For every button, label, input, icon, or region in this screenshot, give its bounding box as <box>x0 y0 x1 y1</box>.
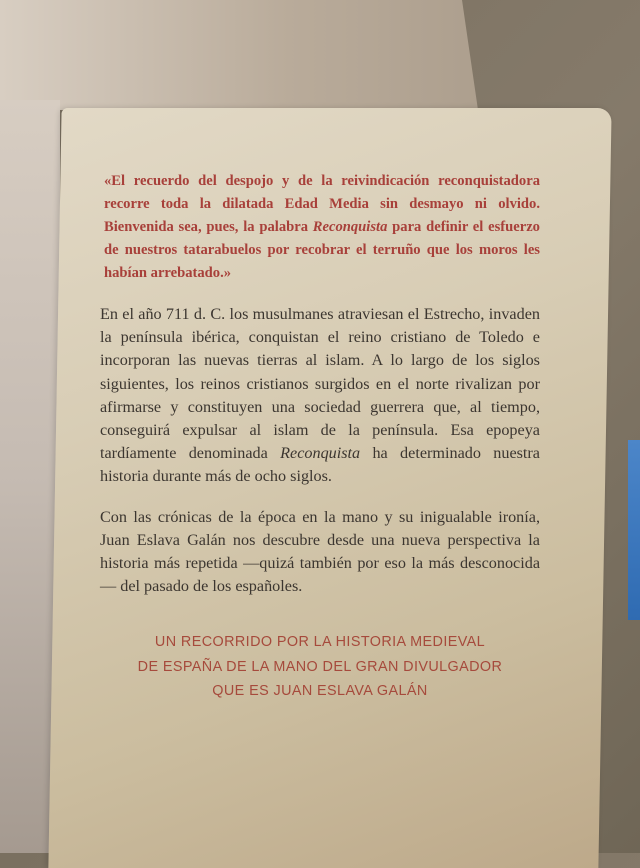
quote-text-end: para definir el esfuerzo de nuestros tatarabuelos por recobrar el terruño que los moros les habían arrebatado.» <box>104 219 540 281</box>
paragraph-text-end: ha determinado nuestra historia durante más de ocho siglos. <box>100 444 540 486</box>
quote-text: «El recuerdo del despojo y de la reivindicación reconquistadora recorre toda la dilatada Edad Media sin desmayo ni olvido. Bienvenida sea, pues, la palabra <box>104 173 540 235</box>
synopsis-paragraph-1 <box>100 303 540 489</box>
blue-book-edge <box>628 440 640 620</box>
paragraph-text: En el año 711 d. C. los musulmanes atraviesan el Estrecho, invaden la península ibérica, conquistan el reino cristiano de Toledo e incorporan las nuevas tierras al islam. A lo largo de los siglos siguientes, los reinos cristianos surgidos en el norte rivalizan por afirmarse y constituyen una sociedad guerrera que, al tiempo, conseguirá expulsar al islam de la península. Esa epopeya tardíamente denominada <box>100 305 540 463</box>
tagline-line-3: QUE ES JUAN ESLAVA GALÁN <box>212 683 428 699</box>
paragraph-italic-term: Reconquista <box>280 444 361 463</box>
quote-italic-term: Reconquista <box>312 219 388 235</box>
background-paper <box>0 0 480 120</box>
tagline-line-1: UN RECORRIDO POR LA HISTORIA MEDIEVAL <box>154 634 486 650</box>
tagline <box>100 630 540 704</box>
synopsis-paragraph-2: Con las crónicas de la época en la mano y su inigualable ironía, Juan Eslava Galán nos descubre desde una nueva perspectiva la historia más repetida —quizá también por eso la más desconocida— del pasado de los españoles. <box>100 507 540 596</box>
pull-quote <box>104 170 540 285</box>
tagline-line-2: DE ESPAÑA DE LA MANO DEL GRAN DIVULGADOR <box>137 658 503 675</box>
back-cover-text <box>100 170 540 615</box>
